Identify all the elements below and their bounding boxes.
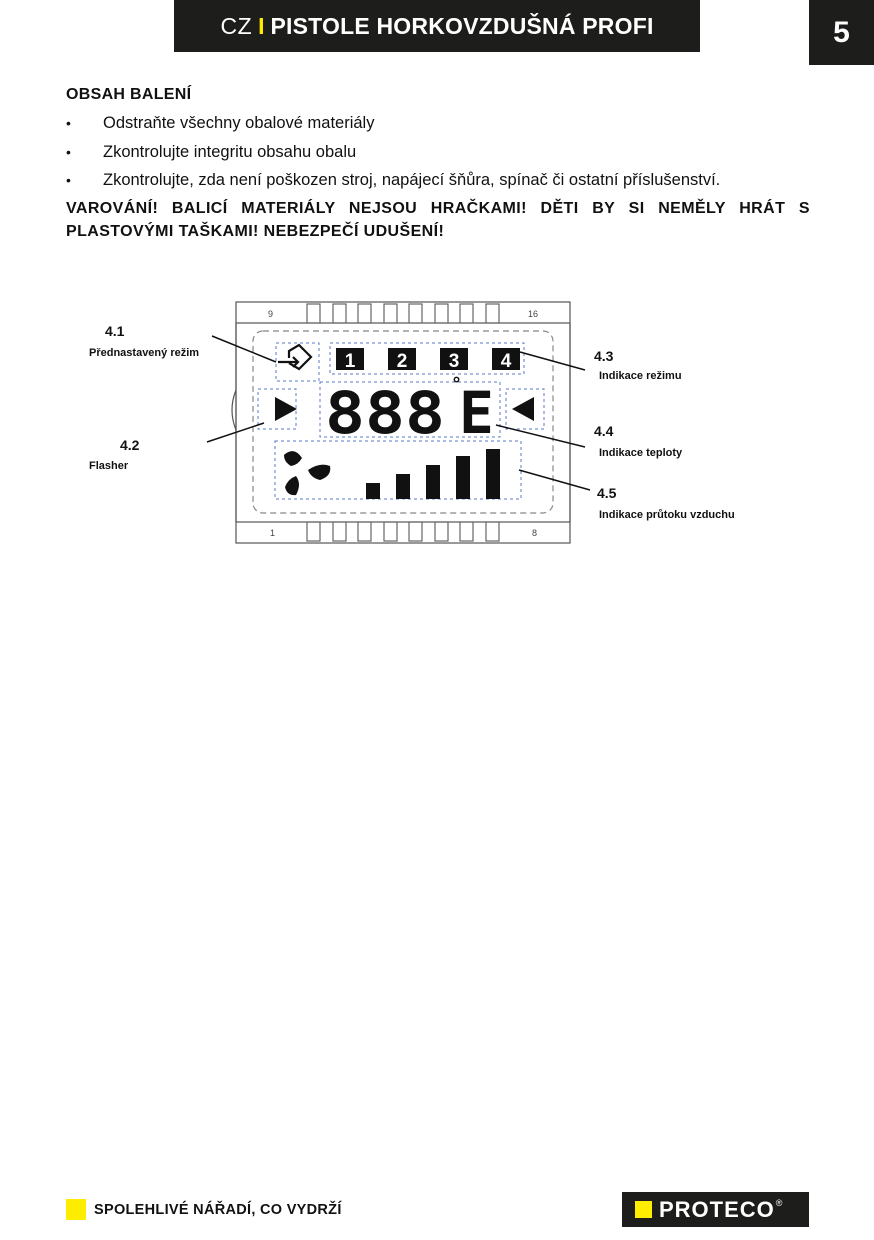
lcd-display-drawing xyxy=(0,290,874,560)
mode-digit-3: 3 xyxy=(448,351,460,372)
header-language: CZ xyxy=(220,12,253,39)
flasher-right-arrow-icon xyxy=(275,397,297,421)
pin-label-top-right: 16 xyxy=(528,309,539,319)
logo-registered-mark: ® xyxy=(775,1198,783,1208)
unit-letter: E xyxy=(459,379,494,447)
preset-mode-icon xyxy=(278,345,311,369)
pin-label-bottom-right: 8 xyxy=(532,528,538,538)
flasher-left-arrow-icon xyxy=(512,397,534,421)
lcd-diagram xyxy=(0,290,874,560)
mode-digit-1: 1 xyxy=(344,351,356,372)
header-title: PISTOLE HORKOVZDUŠNÁ PROFI xyxy=(270,12,654,39)
degree-symbol: ° xyxy=(452,374,461,395)
fan-icon xyxy=(284,451,330,495)
callout-4-1-label: Přednastavený režim xyxy=(89,347,200,359)
callout-4-4-label: Indikace teploty xyxy=(599,447,683,459)
list-item xyxy=(66,168,720,197)
page-number: 5 xyxy=(809,0,874,65)
callout-4-4-number: 4.4 xyxy=(594,423,614,439)
section-title: OBSAH BALENÍ xyxy=(66,86,192,103)
bullet-dot: • xyxy=(66,115,71,131)
callout-4-5-label: Indikace průtoku vzduchu xyxy=(599,509,735,521)
mode-indicators xyxy=(336,348,520,372)
list-item-text: Zkontrolujte, zda není poškozen stroj, napájecí šňůra, spínač či ostatní příslušenství. xyxy=(103,171,721,189)
header-separator: I xyxy=(258,12,265,39)
callout-4-2-number: 4.2 xyxy=(120,437,140,453)
footer-accent-square xyxy=(66,1199,86,1220)
list-item xyxy=(66,111,720,140)
pin-label-top-left: 9 xyxy=(268,309,274,319)
list-item xyxy=(66,140,720,169)
list-item-text: Zkontrolujte integritu obsahu obalu xyxy=(103,142,357,161)
list-item-text: Odstraňte všechny obalové materiály xyxy=(103,114,375,132)
proteco-logo xyxy=(622,1192,809,1227)
logo-square xyxy=(635,1201,652,1218)
callout-4-3-label: Indikace režimu xyxy=(599,370,682,382)
bullet-dot: • xyxy=(66,143,71,160)
callout-4-5-number: 4.5 xyxy=(597,485,617,501)
callout-4-2-label: Flasher xyxy=(89,460,129,472)
mode-digit-4: 4 xyxy=(500,351,512,372)
footer-slogan: SPOLEHLIVÉ NÁŘADÍ, CO VYDRŽÍ xyxy=(94,1202,342,1218)
bullet-dot: • xyxy=(66,172,71,188)
callout-4-3-number: 4.3 xyxy=(594,348,614,364)
temperature-digits: 888 xyxy=(325,379,445,447)
bullet-list xyxy=(66,111,720,197)
mode-digit-2: 2 xyxy=(396,351,408,372)
header-bar xyxy=(174,0,700,52)
pin-label-bottom-left: 1 xyxy=(270,528,276,538)
logo-text: PROTECO xyxy=(659,1196,775,1222)
warning-text: VAROVÁNÍ! BALICÍ MATERIÁLY NEJSOU HRAČKAMI! DĚTI BY SI NEMĚLY HRÁT S PLASTOVÝMI TAŠKAMI! NEBEZPEČÍ UDUŠENÍ! xyxy=(66,200,810,240)
callout-4-1-number: 4.1 xyxy=(105,323,125,339)
airflow-bars xyxy=(366,449,500,499)
